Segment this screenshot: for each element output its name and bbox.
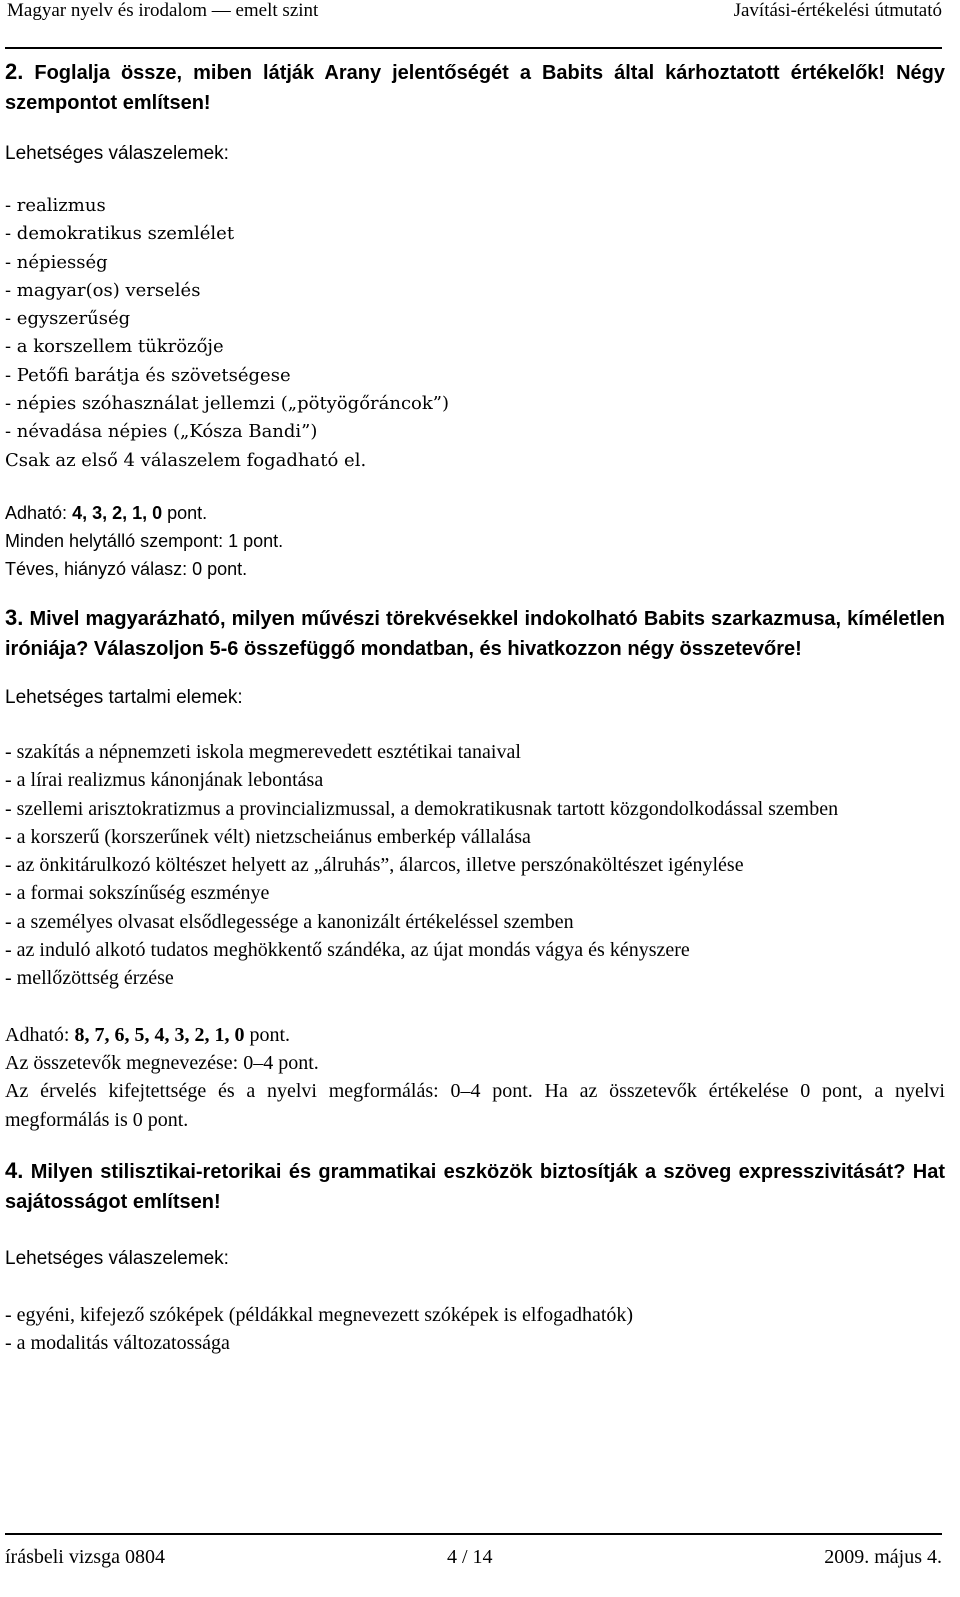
list-item: - szakítás a népnemzeti iskola megmerevedett esztétikai tanaival (5, 740, 521, 763)
score-line (5, 1021, 945, 1049)
scoring-rule: Az összetevők megnevezése: 0–4 pont. (5, 1051, 319, 1074)
list-item: - a korszellem tükrözője (5, 336, 224, 358)
footer-rule (5, 1533, 942, 1535)
list-item: - magyar(os) verselés (5, 279, 201, 301)
score-values: 8, 7, 6, 5, 4, 3, 2, 1, 0 (74, 1023, 245, 1046)
page-header (7, 0, 942, 22)
list-item: - népiesség (5, 251, 108, 273)
score-suffix: pont. (244, 1023, 290, 1046)
list-item: - egyszerűség (5, 308, 131, 330)
score-prefix: Adható: (5, 1023, 75, 1046)
list-item: - szellemi arisztokratizmus a provincializmussal, a demokratikusnak tartott közgondolkodással szemben (5, 797, 839, 820)
page-footer (5, 1546, 942, 1574)
scoring-rule: Téves, hiányzó válasz: 0 pont. (5, 558, 248, 579)
header-rule (5, 47, 942, 49)
question-4 (5, 1156, 945, 1217)
subheading: Lehetséges válaszelemek: (5, 143, 229, 164)
question-text: Foglalja össze, miben látják Arany jelentőségét a Babits által kárhoztatott értékelők! Négy szempontot említsen! (5, 62, 945, 114)
list-item: - a személyes olvasat elsődlegessége a kanonizált értékeléssel szemben (5, 910, 574, 933)
question-number: 3. (5, 604, 24, 630)
header-left: Magyar nyelv és irodalom — emelt szint (7, 0, 319, 21)
question-text: Mivel magyarázható, milyen művészi törekvésekkel indokolható Babits szarkazmusa, kíméletlen iróniája? Válaszoljon 5-6 összefüggő mondatban, és hivatkozzon négy összetevőre! (5, 607, 945, 660)
question-text: Milyen stilisztikai-retorikai és grammatikai eszközök biztosítják a szöveg expresszivitását? Hat sajátosságot említsen! (5, 1160, 945, 1213)
list-item: - az induló alkotó tudatos meghökkentő szándéka, az újat mondás vágya és kényszere (5, 939, 690, 962)
question-number: 4. (5, 1157, 24, 1183)
list-item: - a formai sokszínűség eszménye (5, 882, 270, 905)
score-prefix: Adható: (5, 502, 73, 523)
question-3 (5, 603, 945, 664)
page-number: 4 / 14 (447, 1546, 493, 1568)
list-item: - Petőfi barátja és szövetségese (5, 364, 291, 386)
footer-left: írásbeli vizsga 0804 (5, 1546, 165, 1568)
page-content (5, 51, 945, 1357)
list-item: - a lírai realizmus kánonjának lebontása (5, 769, 324, 792)
footer-right: 2009. május 4. (824, 1546, 942, 1568)
answer-list (5, 192, 945, 475)
score-line (5, 499, 945, 527)
answer-list (5, 1301, 945, 1358)
score-values: 4, 3, 2, 1, 0 (72, 502, 163, 523)
subheading: Lehetséges válaszelemek: (5, 1247, 229, 1269)
question-number: 2. (5, 59, 24, 84)
list-item: - realizmus (5, 195, 106, 216)
list-item: - a modalitás változatossága (5, 1332, 230, 1355)
list-item: - névadása népies („Kósza Bandi”) (5, 421, 318, 443)
subheading: Lehetséges tartalmi elemek: (5, 686, 243, 708)
score-suffix: pont. (162, 502, 208, 523)
answer-list (5, 738, 945, 993)
scoring-rule: Minden helytálló szempont: 1 pont. (5, 530, 284, 551)
list-item: - egyéni, kifejező szóképek (példákkal megnevezett szóképek is elfogadhatók) (5, 1303, 634, 1326)
list-item: - az önkitárulkozó költészet helyett az „álruhás”, álarcos, illetve perszónaköltészet igénylése (5, 854, 744, 877)
question-2 (5, 57, 945, 118)
list-item: - demokratikus szemlélet (5, 223, 235, 245)
scoring-rule: Az érvelés kifejtettsége és a nyelvi megformálás: 0–4 pont. Ha az összetevők értékelése 0 pont, a nyelvi megformálás is 0 pont. (5, 1080, 945, 1131)
list-item: Csak az első 4 válaszelem fogadható el. (5, 449, 367, 471)
list-item: - mellőzöttség érzése (5, 967, 174, 990)
list-item: - a korszerű (korszerűnek vélt) nietzscheiánus emberkép vállalása (5, 825, 531, 848)
list-item: - népies szóhasználat jellemzi („pötyögőráncok”) (5, 393, 450, 415)
header-right: Javítási-értékelési útmutató (733, 0, 942, 21)
